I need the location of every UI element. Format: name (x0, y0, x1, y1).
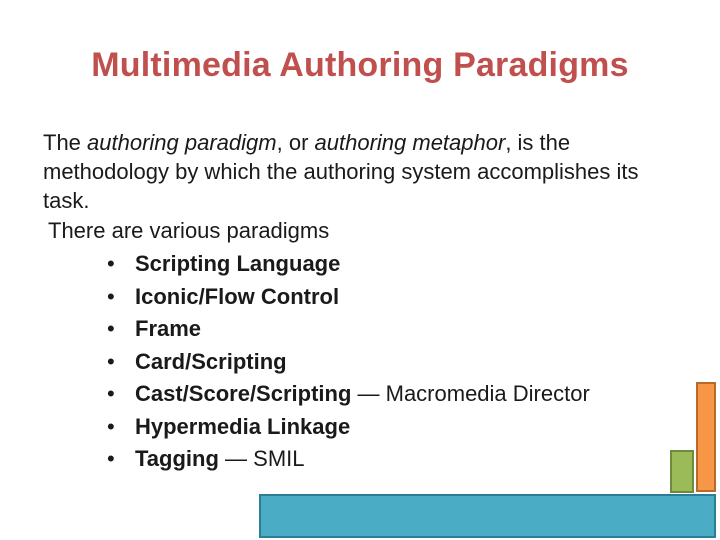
bullet-icon: • (107, 413, 115, 439)
list-item (105, 248, 683, 281)
list-item (105, 346, 683, 379)
intro-text-2: , or (276, 130, 315, 155)
list-item-label: Tagging (135, 446, 219, 471)
decorative-green-bar (670, 450, 694, 493)
bullet-icon: • (107, 381, 115, 406)
bullet-icon: • (107, 283, 115, 309)
list-item (105, 443, 683, 476)
bullet-icon: • (107, 446, 115, 471)
bullet-icon: • (107, 316, 115, 341)
slide-body (43, 128, 683, 476)
intro-paragraph (43, 128, 683, 215)
list-item-label: Iconic/Flow Control (135, 283, 340, 309)
slide-title: Multimedia Authoring Paradigms (91, 46, 629, 84)
decorative-orange-bar (696, 382, 716, 492)
intro-emphasis-2: authoring metaphor (314, 130, 506, 155)
list-item-label: Scripting Language (135, 251, 341, 276)
list-item-label: Cast/Score/Scripting (135, 381, 352, 406)
paradigm-list (43, 248, 683, 476)
list-item (105, 313, 683, 346)
list-item (105, 378, 683, 411)
list-item-note: — SMIL (218, 446, 305, 471)
intro-text-3: , is the methodology by which the authoring system accomplishes its task. (43, 130, 639, 213)
list-item-label: Hypermedia Linkage (135, 413, 351, 439)
bullet-icon: • (107, 348, 115, 374)
decorative-blue-bar (259, 494, 716, 538)
list-item-note: — Macromedia Director (351, 381, 590, 406)
list-item (105, 281, 683, 314)
intro-text-1: The (43, 130, 88, 155)
list-item-label: Card/Scripting (135, 348, 287, 374)
intro-emphasis-1: authoring paradigm (87, 130, 277, 155)
list-item (105, 411, 683, 444)
lead-sentence: There are various paradigms (48, 218, 330, 243)
list-item-label: Frame (135, 316, 202, 341)
bullet-icon: • (107, 251, 115, 276)
